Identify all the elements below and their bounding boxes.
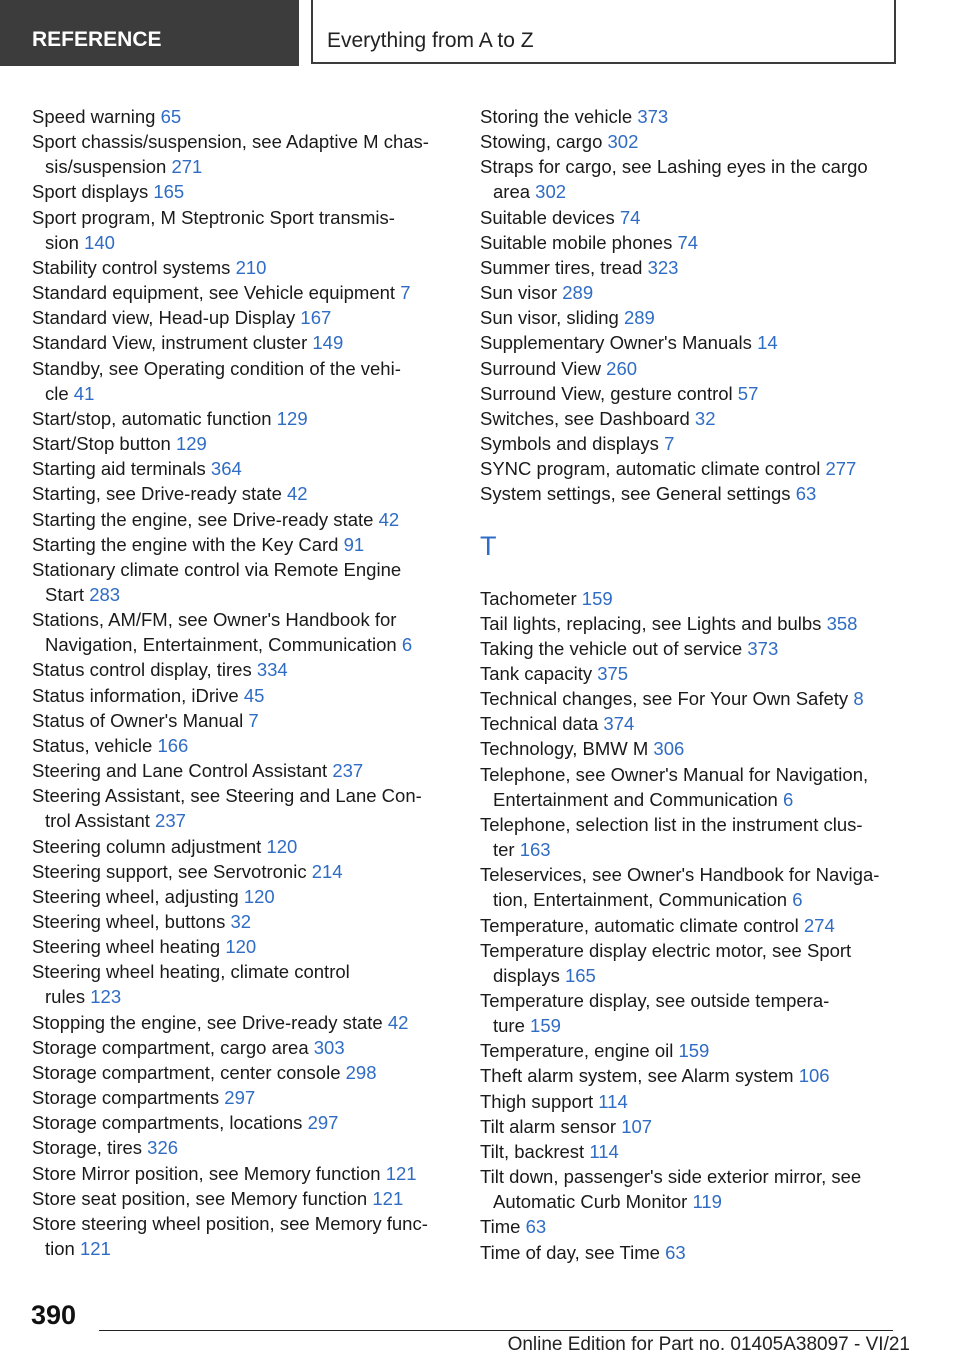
index-entry [480, 1214, 910, 1239]
entry-text: Sun visor [480, 282, 558, 304]
chapter-title: Everything from A to Z [311, 0, 896, 64]
index-entry [32, 607, 452, 657]
page-link[interactable]: 42 [387, 1011, 409, 1033]
page-link[interactable]: 42 [287, 483, 308, 505]
entry-text-continued: ter [493, 839, 515, 861]
entry-text-continued: displays [493, 964, 560, 986]
page-link[interactable]: 121 [385, 1162, 417, 1184]
page-link[interactable]: 121 [79, 1238, 111, 1260]
page-link[interactable]: 159 [581, 587, 613, 609]
page-link[interactable]: 237 [332, 760, 364, 782]
index-entry [480, 381, 910, 406]
page-link[interactable]: 6 [401, 634, 413, 656]
index-entry [32, 1035, 452, 1060]
entry-text: System settings, see General settings [480, 483, 791, 505]
page-link[interactable]: 364 [210, 458, 242, 480]
entry-text: Store steering wheel position, see Memory func‐ [32, 1212, 428, 1234]
page-link[interactable]: 123 [90, 986, 122, 1008]
page-link[interactable]: 65 [160, 106, 182, 127]
index-entry [480, 154, 910, 204]
index-entry [480, 636, 910, 661]
entry-text: Steering wheel, adjusting [32, 885, 239, 907]
entry-text: Straps for cargo, see Lashing eyes in the cargo [480, 156, 868, 178]
entry-text: Status control display, tires [32, 659, 252, 681]
page-number: 390 [31, 1300, 77, 1330]
index-entry [480, 205, 910, 230]
index-entry [480, 456, 910, 481]
page-link[interactable]: 63 [795, 483, 817, 505]
page-link[interactable]: 302 [607, 131, 639, 153]
entry-text: Temperature display, see outside tempera‐ [480, 990, 830, 1011]
entry-text: Standard view, Head-up Display [32, 307, 296, 329]
page-link[interactable]: 74 [677, 231, 699, 253]
index-entry [480, 1114, 910, 1139]
index-entry [32, 884, 452, 909]
index-entry [480, 305, 910, 330]
index-entry [480, 280, 910, 305]
index-entry [480, 711, 910, 736]
page-link[interactable]: 271 [171, 156, 203, 178]
index-entry [32, 1135, 452, 1160]
entry-text: Theft alarm system, see Alarm system [480, 1065, 794, 1087]
section-letter: T [480, 530, 497, 561]
page-link[interactable]: 129 [276, 407, 308, 429]
index-group-s [480, 104, 910, 507]
index-entry [32, 859, 452, 884]
entry-text: Steering column adjustment [32, 835, 262, 857]
index-entry [32, 104, 452, 129]
index-entry [480, 1063, 910, 1088]
entry-text-continued: Navigation, Entertainment, Communication [45, 634, 397, 656]
entry-text: Start/Stop button [32, 433, 171, 455]
index-entry [480, 1240, 910, 1265]
index-entry [32, 733, 452, 758]
index-entry [480, 431, 910, 456]
entry-text: Status information, iDrive [32, 684, 239, 706]
index-entry [480, 1038, 910, 1063]
entry-text: Switches, see Dashboard [480, 407, 690, 429]
entry-text: Teleservices, see Owner's Handbook for Naviga‐ [480, 864, 880, 886]
page-link[interactable]: 57 [737, 382, 759, 404]
index-entry [32, 1186, 452, 1211]
entry-text: Storage compartment, cargo area [32, 1036, 309, 1058]
index-entry [32, 507, 452, 532]
entry-text: Storage compartments [32, 1087, 220, 1109]
entry-text: Stations, AM/FM, see Owner's Handbook for [32, 609, 397, 631]
footer-edition: Online Edition for Part no. 01405A38097 - VI/21 [507, 1334, 910, 1355]
page-header [0, 0, 960, 66]
page-link[interactable]: 45 [243, 684, 265, 706]
index-group-t [480, 586, 910, 1265]
entry-text: Starting aid terminals [32, 458, 206, 480]
index-entry [32, 1161, 452, 1186]
page-link[interactable]: 237 [155, 810, 186, 832]
entry-text: Taking the vehicle out of service [480, 637, 743, 659]
entry-text: Standard View, instrument cluster [32, 332, 308, 354]
index-entry [32, 934, 452, 959]
entry-text: Standard equipment, see Vehicle equipment [32, 282, 396, 304]
entry-text: Technical data [480, 713, 599, 735]
page-link[interactable]: 120 [243, 885, 275, 907]
index-entry [32, 959, 452, 1009]
entry-text: Summer tires, tread [480, 256, 643, 278]
index-entry [480, 988, 910, 1038]
entry-text: Storing the vehicle [480, 106, 633, 127]
entry-text-continued: sis/suspension [45, 156, 167, 178]
page-link[interactable]: 159 [530, 1015, 561, 1037]
page-link[interactable]: 63 [665, 1241, 686, 1263]
index-entry [480, 330, 910, 355]
entry-text: Thigh support [480, 1090, 594, 1112]
page-link[interactable]: 14 [757, 332, 778, 354]
index-entry [480, 586, 910, 611]
index-entry [480, 762, 910, 812]
index-entry [32, 179, 452, 204]
index-entry [480, 1139, 910, 1164]
entry-text-continued: Start [45, 583, 85, 605]
entry-text: Time of day, see Time [480, 1241, 660, 1263]
entry-text: Stationary climate control via Remote Engine [32, 558, 402, 580]
page-link[interactable]: 166 [157, 734, 189, 756]
section-tab: REFERENCE [0, 0, 299, 66]
entry-text-continued: sion [45, 231, 79, 253]
entry-text: Tilt, backrest [480, 1140, 585, 1162]
page-link[interactable]: 107 [621, 1115, 653, 1137]
entry-text: Surround View [480, 357, 602, 379]
page-link[interactable]: 374 [603, 713, 635, 735]
index-entry [32, 532, 452, 557]
entry-text: Telephone, see Owner's Manual for Navigation, [480, 763, 869, 785]
entry-text: Starting the engine with the Key Card [32, 533, 339, 555]
index-entry [32, 330, 452, 355]
page-link[interactable]: 159 [678, 1040, 710, 1062]
index-entry [32, 557, 452, 607]
entry-text: Speed warning [32, 106, 156, 127]
entry-text: Supplementary Owner's Manuals [480, 332, 752, 354]
page-link[interactable]: 91 [343, 533, 365, 555]
index-entry [32, 758, 452, 783]
entry-text: Suitable mobile phones [480, 231, 673, 253]
index-entry [480, 862, 910, 912]
page-link[interactable]: 289 [623, 307, 655, 329]
entry-text: Tachometer [480, 587, 577, 609]
page-link[interactable]: 119 [692, 1191, 722, 1213]
entry-text-continued: trol Assistant [45, 810, 150, 832]
index-entry [32, 1010, 452, 1035]
index-entry [480, 406, 910, 431]
entry-text: Store seat position, see Memory function [32, 1187, 368, 1209]
page-link[interactable]: 303 [313, 1036, 345, 1058]
index-entry [480, 611, 910, 636]
entry-text: Starting, see Drive-ready state [32, 483, 282, 505]
index-entry [32, 1085, 452, 1110]
index-entry [32, 255, 452, 280]
page-link[interactable]: 277 [825, 458, 857, 480]
index-entry [480, 686, 910, 711]
entry-text: Technology, BMW M [480, 738, 649, 760]
page-link[interactable]: 167 [300, 307, 332, 329]
page-link[interactable]: 114 [598, 1090, 628, 1112]
footer-divider [99, 1330, 893, 1331]
page-link[interactable]: 32 [230, 911, 252, 932]
page-link[interactable]: 298 [345, 1061, 377, 1083]
page-link[interactable]: 163 [519, 839, 551, 861]
entry-text: Sport displays [32, 181, 149, 203]
index-entry [480, 1164, 910, 1214]
index-entry [480, 913, 910, 938]
page-link[interactable]: 149 [312, 332, 344, 354]
entry-text: Temperature, automatic climate control [480, 914, 799, 936]
page-link[interactable]: 32 [694, 407, 716, 429]
page-link[interactable]: 106 [798, 1065, 830, 1087]
entry-text: Start/stop, automatic function [32, 407, 272, 429]
page-link[interactable]: 165 [564, 964, 596, 986]
page-link[interactable]: 7 [248, 709, 259, 731]
index-column-left [32, 104, 452, 1261]
index-entry [480, 230, 910, 255]
page-link[interactable]: 373 [747, 637, 779, 659]
page-link[interactable]: 297 [307, 1112, 339, 1134]
page-link[interactable]: 165 [153, 181, 185, 203]
page-link[interactable]: 210 [235, 256, 267, 278]
index-entry [480, 736, 910, 761]
entry-text: Status, vehicle [32, 734, 153, 756]
page-link[interactable]: 373 [637, 106, 669, 127]
page-link[interactable]: 214 [311, 860, 343, 882]
page-link[interactable]: 74 [619, 206, 641, 228]
page-link[interactable]: 120 [225, 936, 257, 958]
entry-text: Suitable devices [480, 206, 615, 228]
entry-text: Steering Assistant, see Steering and Lane Con‐ [32, 785, 422, 807]
index-entry [32, 305, 452, 330]
index-entry [32, 1110, 452, 1135]
index-entry [480, 812, 910, 862]
entry-text-continued: area [493, 181, 531, 203]
entry-text: Stability control systems [32, 256, 231, 278]
entry-text: Temperature display electric motor, see Sport [480, 939, 852, 961]
entry-text: Time [480, 1216, 521, 1238]
index-entry [32, 456, 452, 481]
page-link[interactable]: 375 [597, 662, 629, 684]
index-entry [32, 406, 452, 431]
page-link[interactable]: 306 [653, 738, 685, 760]
index-entry [480, 1089, 910, 1114]
index-entry [480, 661, 910, 686]
page-link[interactable]: 63 [525, 1216, 547, 1238]
index-entry [32, 431, 452, 456]
entry-text: Tilt down, passenger's side exterior mirror, see [480, 1166, 862, 1188]
page-link[interactable]: 297 [224, 1087, 256, 1109]
page-link[interactable]: 42 [378, 508, 400, 530]
entry-text: Store Mirror position, see Memory function [32, 1162, 381, 1184]
entry-text: Sun visor, sliding [480, 307, 619, 329]
entry-text: Steering wheel, buttons [32, 911, 226, 932]
entry-text: Technical changes, see For Your Own Safety [480, 688, 849, 710]
entry-text: SYNC program, automatic climate control [480, 458, 821, 480]
index-entry [480, 129, 910, 154]
page-link[interactable]: 7 [664, 433, 675, 455]
page-link[interactable]: 274 [803, 914, 835, 936]
page-link[interactable]: 260 [606, 357, 638, 379]
entry-text: Tank capacity [480, 662, 593, 684]
page-link[interactable]: 289 [562, 282, 594, 304]
index-entry [32, 909, 452, 934]
entry-text: Storage compartments, locations [32, 1112, 303, 1134]
page-link[interactable]: 6 [783, 788, 794, 810]
entry-text: Symbols and displays [480, 433, 659, 455]
page-link[interactable]: 129 [175, 433, 207, 455]
page-link[interactable]: 121 [372, 1187, 404, 1209]
page-link[interactable]: 323 [647, 256, 679, 278]
page-link[interactable]: 114 [589, 1140, 619, 1162]
page-link[interactable]: 120 [266, 835, 298, 857]
entry-text-continued: Automatic Curb Monitor [493, 1191, 688, 1213]
page-link[interactable]: 8 [853, 688, 864, 710]
index-entry [32, 481, 452, 506]
page-link[interactable]: 140 [84, 231, 115, 253]
index-entry [480, 104, 910, 129]
entry-text: Steering wheel heating [32, 936, 221, 958]
entry-text-continued: rules [45, 986, 86, 1008]
entry-text-continued: Entertainment and Communication [493, 788, 778, 810]
index-entry [32, 708, 452, 733]
entry-text: Storage, tires [32, 1137, 143, 1159]
entry-text: Storage compartment, center console [32, 1061, 341, 1083]
entry-text-continued: cle [45, 382, 69, 404]
index-entry [32, 783, 452, 833]
entry-text: Surround View, gesture control [480, 382, 733, 404]
index-entry [32, 280, 452, 305]
index-entry [32, 834, 452, 859]
page-link[interactable]: 358 [826, 612, 858, 634]
entry-text: Steering support, see Servotronic [32, 860, 307, 882]
page-link[interactable]: 283 [89, 583, 121, 605]
index-entry [480, 255, 910, 280]
entry-text: Status of Owner's Manual [32, 709, 244, 731]
index-entry [32, 683, 452, 708]
index-entry [32, 356, 452, 406]
index-entry [480, 356, 910, 381]
entry-text-continued: tion, Entertainment, Communication [493, 889, 788, 911]
entry-text: Starting the engine, see Drive-ready state [32, 508, 374, 530]
index-entry [32, 129, 452, 179]
entry-text: Steering and Lane Control Assistant [32, 760, 328, 782]
page-link[interactable]: 334 [256, 659, 288, 681]
index-column-right [480, 104, 910, 1265]
entry-text-continued: tion [45, 1238, 75, 1260]
entry-text: Steering wheel heating, climate control [32, 961, 350, 983]
page-link[interactable]: 41 [73, 382, 95, 404]
entry-text: Stopping the engine, see Drive-ready state [32, 1011, 383, 1033]
page-link[interactable]: 6 [792, 889, 803, 911]
page-link[interactable]: 7 [400, 282, 411, 304]
entry-text: Tilt alarm sensor [480, 1115, 617, 1137]
entry-text: Sport program, M Steptronic Sport transmis‐ [32, 206, 395, 228]
entry-text: Temperature, engine oil [480, 1040, 674, 1062]
index-entry [32, 657, 452, 682]
index-entry [480, 481, 910, 506]
entry-text-continued: ture [493, 1015, 525, 1037]
index-entry [32, 1211, 452, 1261]
entry-text: Telephone, selection list in the instrument clus‐ [480, 813, 863, 835]
index-entry [32, 1060, 452, 1085]
entry-text: Stowing, cargo [480, 131, 603, 153]
entry-text: Standby, see Operating condition of the vehi‐ [32, 357, 401, 379]
index-entry [32, 205, 452, 255]
page-link[interactable]: 302 [535, 181, 567, 203]
index-entry [480, 938, 910, 988]
entry-text: Sport chassis/suspension, see Adaptive M chas‐ [32, 131, 429, 153]
page-link[interactable]: 326 [147, 1137, 179, 1159]
entry-text: Tail lights, replacing, see Lights and bulbs [480, 612, 822, 634]
